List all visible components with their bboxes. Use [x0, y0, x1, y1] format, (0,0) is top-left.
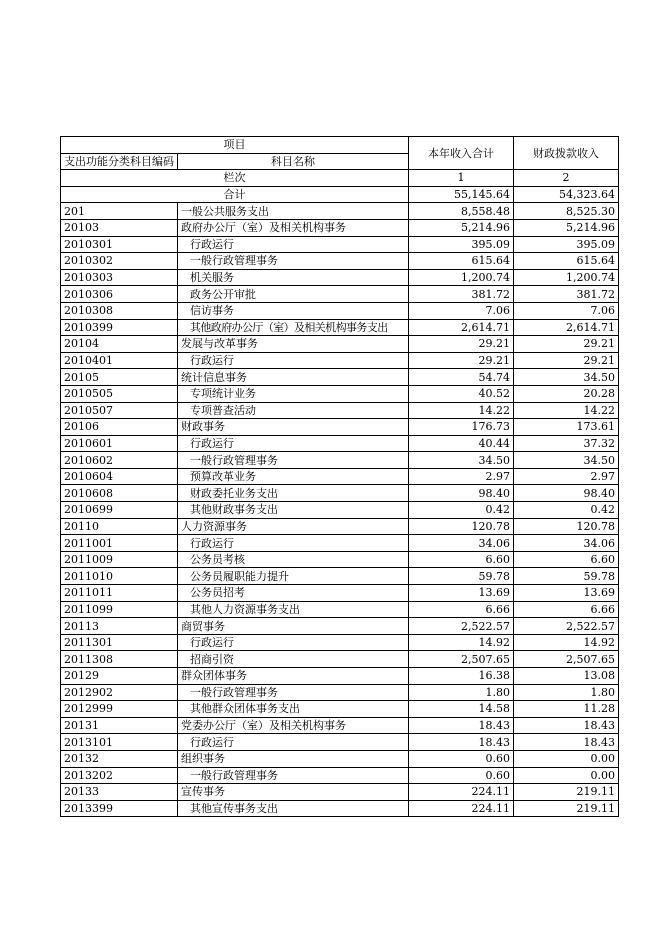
row-code: 2010507: [61, 402, 178, 419]
row-code: 20132: [61, 750, 178, 767]
row-name: 一般行政管理事务: [178, 767, 409, 784]
row-code: 20131: [61, 717, 178, 734]
row-name: 发展与改革事务: [178, 336, 409, 353]
row-value-fiscal: 7.06: [514, 302, 619, 319]
row-name: 财政事务: [178, 419, 409, 436]
row-code: 2010604: [61, 468, 178, 485]
row-code: 2010699: [61, 502, 178, 519]
row-value-total: 0.60: [409, 750, 514, 767]
table-row: [61, 750, 619, 767]
table-row: [61, 336, 619, 353]
row-code: 2013399: [61, 800, 178, 817]
table-row: [61, 684, 619, 701]
row-value-fiscal: 1.80: [514, 684, 619, 701]
table-row: [61, 651, 619, 668]
row-code: 2010602: [61, 452, 178, 469]
row-code: 20105: [61, 369, 178, 386]
income-table: [60, 136, 619, 817]
header-item: 项目: [61, 137, 409, 154]
table-row: [61, 203, 619, 220]
row-code: 2010308: [61, 302, 178, 319]
row-value-total: 7.06: [409, 302, 514, 319]
row-name: 群众团体事务: [178, 668, 409, 685]
row-value-total: 59.78: [409, 568, 514, 585]
row-code: 20113: [61, 618, 178, 635]
row-value-fiscal: 13.69: [514, 585, 619, 602]
row-value-fiscal: 11.28: [514, 701, 619, 718]
row-value-fiscal: 2,507.65: [514, 651, 619, 668]
row-value-fiscal: 20.28: [514, 385, 619, 402]
row-name: 行政运行: [178, 236, 409, 253]
row-value-total: 40.52: [409, 385, 514, 402]
row-value-total: 18.43: [409, 734, 514, 751]
header-col2: 财政拨款收入: [514, 137, 619, 170]
row-value-total: 29.21: [409, 336, 514, 353]
table-row: [61, 585, 619, 602]
row-name: 其他群众团体事务支出: [178, 701, 409, 718]
row-code: 2011099: [61, 601, 178, 618]
table-row: [61, 551, 619, 568]
row-value-fiscal: 2,614.71: [514, 319, 619, 336]
row-code: 20103: [61, 219, 178, 236]
table-row: [61, 485, 619, 502]
table-row: [61, 402, 619, 419]
row-code: 2012902: [61, 684, 178, 701]
row-name: 公务员考核: [178, 551, 409, 568]
table-row: [61, 502, 619, 519]
row-code: 20110: [61, 518, 178, 535]
row-code: 2012999: [61, 701, 178, 718]
row-value-fiscal: 59.78: [514, 568, 619, 585]
row-value-total: 224.11: [409, 800, 514, 817]
table-row: [61, 800, 619, 817]
row-value-fiscal: 29.21: [514, 352, 619, 369]
row-value-total: 0.42: [409, 502, 514, 519]
table-row: [61, 219, 619, 236]
table-row: [61, 634, 619, 651]
row-value-total: 54.74: [409, 369, 514, 386]
row-name: 人力资源事务: [178, 518, 409, 535]
row-value-total: 98.40: [409, 485, 514, 502]
row-value-total: 18.43: [409, 717, 514, 734]
row-value-fiscal: 219.11: [514, 800, 619, 817]
row-value-fiscal: 6.66: [514, 601, 619, 618]
row-value-total: 6.66: [409, 601, 514, 618]
row-value-fiscal: 0.00: [514, 750, 619, 767]
row-name: 组织事务: [178, 750, 409, 767]
row-name: 公务员招考: [178, 585, 409, 602]
table-row: [61, 468, 619, 485]
row-name: 行政运行: [178, 634, 409, 651]
row-name: 行政运行: [178, 435, 409, 452]
row-value-fiscal: 37.32: [514, 435, 619, 452]
table-row: [61, 286, 619, 303]
row-value-fiscal: 219.11: [514, 784, 619, 801]
row-value-fiscal: 6.60: [514, 551, 619, 568]
row-name: 机关服务: [178, 269, 409, 286]
row-code: 201: [61, 203, 178, 220]
row-value-total: 13.69: [409, 585, 514, 602]
table-row: [61, 352, 619, 369]
row-value-fiscal: 1,200.74: [514, 269, 619, 286]
row-code: 2011001: [61, 535, 178, 552]
row-name: 公务员履职能力提升: [178, 568, 409, 585]
row-value-total: 224.11: [409, 784, 514, 801]
row-value-fiscal: 13.08: [514, 668, 619, 685]
table-row: [61, 452, 619, 469]
row-name: 宣传事务: [178, 784, 409, 801]
lanci-1: 1: [409, 170, 514, 187]
lanci-2: 2: [514, 170, 619, 187]
row-name: 党委办公厅（室）及相关机构事务: [178, 717, 409, 734]
row-value-total: 14.92: [409, 634, 514, 651]
table-row: [61, 784, 619, 801]
row-name: 信访事务: [178, 302, 409, 319]
table-row: [61, 419, 619, 436]
row-name: 行政运行: [178, 734, 409, 751]
row-name: 专项统计业务: [178, 385, 409, 402]
table-row: [61, 319, 619, 336]
row-value-fiscal: 2,522.57: [514, 618, 619, 635]
row-value-fiscal: 0.00: [514, 767, 619, 784]
row-value-fiscal: 2.97: [514, 468, 619, 485]
table-row: [61, 253, 619, 270]
row-code: 2013101: [61, 734, 178, 751]
row-value-fiscal: 615.64: [514, 253, 619, 270]
row-code: 2011308: [61, 651, 178, 668]
row-code: 2010303: [61, 269, 178, 286]
row-value-fiscal: 29.21: [514, 336, 619, 353]
row-value-fiscal: 18.43: [514, 734, 619, 751]
row-name: 招商引资: [178, 651, 409, 668]
row-value-fiscal: 34.50: [514, 452, 619, 469]
table-row: [61, 618, 619, 635]
row-name: 行政运行: [178, 352, 409, 369]
row-name: 其他人力资源事务支出: [178, 601, 409, 618]
row-name: 政府办公厅（室）及相关机构事务: [178, 219, 409, 236]
table-row: [61, 435, 619, 452]
row-value-fiscal: 34.06: [514, 535, 619, 552]
table-row: [61, 668, 619, 685]
row-name: 行政运行: [178, 535, 409, 552]
row-name: 一般行政管理事务: [178, 452, 409, 469]
row-value-fiscal: 395.09: [514, 236, 619, 253]
row-code: 20106: [61, 419, 178, 436]
row-name: 专项普查活动: [178, 402, 409, 419]
row-code: 2010302: [61, 253, 178, 270]
row-code: 20104: [61, 336, 178, 353]
table-row: [61, 568, 619, 585]
row-value-total: 29.21: [409, 352, 514, 369]
table-row: [61, 535, 619, 552]
row-code: 20133: [61, 784, 178, 801]
row-value-total: 395.09: [409, 236, 514, 253]
row-name: 其他政府办公厅（室）及相关机构事务支出: [178, 319, 409, 336]
row-value-total: 5,214.96: [409, 219, 514, 236]
row-name: 一般行政管理事务: [178, 253, 409, 270]
row-code: 20129: [61, 668, 178, 685]
row-code: 2010301: [61, 236, 178, 253]
row-code: 2010505: [61, 385, 178, 402]
row-name: 预算改革业务: [178, 468, 409, 485]
total-row: [61, 186, 619, 203]
row-code: 2011301: [61, 634, 178, 651]
row-code: 2011011: [61, 585, 178, 602]
row-value-fiscal: 34.50: [514, 369, 619, 386]
row-value-total: 2.97: [409, 468, 514, 485]
row-code: 2010608: [61, 485, 178, 502]
row-value-total: 176.73: [409, 419, 514, 436]
row-value-total: 6.60: [409, 551, 514, 568]
row-value-total: 615.64: [409, 253, 514, 270]
table-row: [61, 701, 619, 718]
row-code: 2010399: [61, 319, 178, 336]
row-value-total: 40.44: [409, 435, 514, 452]
row-value-total: 120.78: [409, 518, 514, 535]
row-name: 其他宣传事务支出: [178, 800, 409, 817]
row-value-total: 14.58: [409, 701, 514, 718]
table-row: [61, 269, 619, 286]
row-value-fiscal: 8,525.30: [514, 203, 619, 220]
row-code: 2011009: [61, 551, 178, 568]
row-value-total: 0.60: [409, 767, 514, 784]
row-value-total: 34.06: [409, 535, 514, 552]
total-label: 合计: [61, 186, 409, 203]
row-value-total: 1.80: [409, 684, 514, 701]
row-name: 其他财政事务支出: [178, 502, 409, 519]
header-code-col: 支出功能分类科目编码: [61, 153, 178, 170]
table-row: [61, 385, 619, 402]
row-name: 统计信息事务: [178, 369, 409, 386]
row-name: 一般公共服务支出: [178, 203, 409, 220]
row-value-fiscal: 18.43: [514, 717, 619, 734]
total-col2: 54,323.64: [514, 186, 619, 203]
row-value-total: 8,558.48: [409, 203, 514, 220]
row-value-total: 2,507.65: [409, 651, 514, 668]
table-row: [61, 717, 619, 734]
row-value-total: 16.38: [409, 668, 514, 685]
row-value-fiscal: 0.42: [514, 502, 619, 519]
row-name: 财政委托业务支出: [178, 485, 409, 502]
row-value-fiscal: 98.40: [514, 485, 619, 502]
table-row: [61, 369, 619, 386]
row-value-fiscal: 173.61: [514, 419, 619, 436]
row-name: 政务公开审批: [178, 286, 409, 303]
table-row: [61, 601, 619, 618]
row-value-total: 381.72: [409, 286, 514, 303]
row-code: 2010601: [61, 435, 178, 452]
header-name-col: 科目名称: [178, 153, 409, 170]
row-value-total: 2,614.71: [409, 319, 514, 336]
row-value-fiscal: 381.72: [514, 286, 619, 303]
table-row: [61, 734, 619, 751]
row-value-total: 1,200.74: [409, 269, 514, 286]
row-code: 2010401: [61, 352, 178, 369]
total-col1: 55,145.64: [409, 186, 514, 203]
table-row: [61, 302, 619, 319]
header-col1: 本年收入合计: [409, 137, 514, 170]
row-value-fiscal: 120.78: [514, 518, 619, 535]
table-row: [61, 518, 619, 535]
lanci-row: [61, 170, 619, 187]
row-code: 2011010: [61, 568, 178, 585]
row-code: 2013202: [61, 767, 178, 784]
table-row: [61, 767, 619, 784]
row-value-total: 2,522.57: [409, 618, 514, 635]
row-value-fiscal: 14.92: [514, 634, 619, 651]
row-name: 一般行政管理事务: [178, 684, 409, 701]
row-value-fiscal: 5,214.96: [514, 219, 619, 236]
row-name: 商贸事务: [178, 618, 409, 635]
row-value-total: 34.50: [409, 452, 514, 469]
row-value-fiscal: 14.22: [514, 402, 619, 419]
row-code: 2010306: [61, 286, 178, 303]
table-row: [61, 236, 619, 253]
row-value-total: 14.22: [409, 402, 514, 419]
header-row-item: [61, 137, 619, 154]
lanci-label: 栏次: [61, 170, 409, 187]
